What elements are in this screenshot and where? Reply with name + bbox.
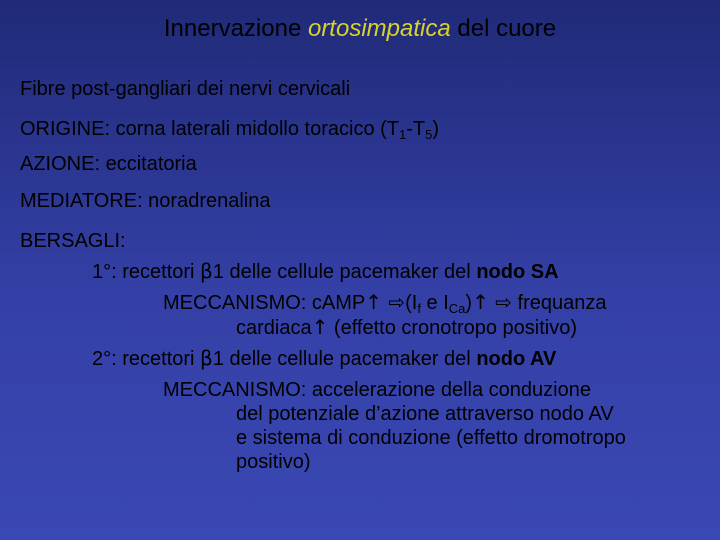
mech1-p3: e I	[420, 292, 449, 314]
target-2-mid: 1 delle cellule pacemaker del	[212, 348, 477, 370]
target-2-node: nodo AV	[476, 348, 557, 370]
beta-symbol: β	[200, 346, 213, 370]
target-1-node: nodo SA	[476, 261, 559, 283]
title-text-before: Innervazione	[163, 15, 308, 42]
azione-line: AZIONE: eccitatoria	[20, 153, 197, 175]
bersagli-heading: BERSAGLI:	[20, 230, 126, 252]
mech1-p1: MECCANISMO: cAMP	[163, 292, 366, 314]
up-arrow-icon: ↑	[472, 290, 489, 314]
mechanism-2-line-2: del potenziale d’azione attraverso nodo AV	[236, 403, 614, 425]
up-arrow-icon: ↑	[311, 315, 329, 339]
target-2-prefix: 2°: recettori	[92, 348, 201, 370]
origine-sub-1: 1	[399, 127, 407, 142]
beta-symbol: β	[200, 259, 213, 283]
mech1-sub-f: f	[417, 301, 421, 316]
mechanism-2-line-3: e sistema di conduzione (effetto dromotropo	[236, 427, 626, 449]
mech1-p5: frequanza	[511, 292, 607, 314]
right-arrow-icon: ⇨	[382, 290, 406, 314]
mech1-p4: )	[465, 292, 473, 314]
mechanism-1-line-1	[163, 290, 606, 315]
mechanism-2-line-4: positivo)	[236, 451, 311, 473]
target-1-prefix: 1°: recettori	[92, 261, 201, 283]
mediatore-line: MEDIATORE: noradrenalina	[20, 190, 271, 212]
origine-suffix: )	[432, 118, 440, 140]
target-1-mid: 1 delle cellule pacemaker del	[212, 261, 477, 283]
origine-mid: -T	[406, 118, 426, 140]
origine-line	[20, 117, 439, 141]
mechanism-1-line-2	[236, 315, 577, 340]
mech1-sub-ca: Ca	[448, 301, 466, 316]
target-2-line	[92, 346, 556, 371]
origine-prefix: ORIGINE: corna laterali midollo toracico (T	[20, 118, 400, 140]
title-text-after: del cuore	[450, 15, 557, 42]
mechanism-2-line-1: MECCANISMO: accelerazione della conduzione	[163, 379, 591, 401]
origine-sub-5: 5	[425, 127, 433, 142]
mech1-line2b: (effetto cronotropo positivo)	[328, 317, 578, 339]
fibre-line: Fibre post-gangliari dei nervi cervicali	[20, 78, 351, 100]
mech1-line2a: cardiaca	[236, 317, 312, 339]
target-1-line	[92, 259, 559, 284]
mech1-p2: (I	[405, 292, 418, 314]
right-arrow-icon: ⇨	[488, 290, 512, 314]
up-arrow-icon: ↑	[365, 290, 383, 314]
title-emphasis: ortosimpatica	[307, 15, 451, 42]
slide-title	[0, 14, 720, 44]
